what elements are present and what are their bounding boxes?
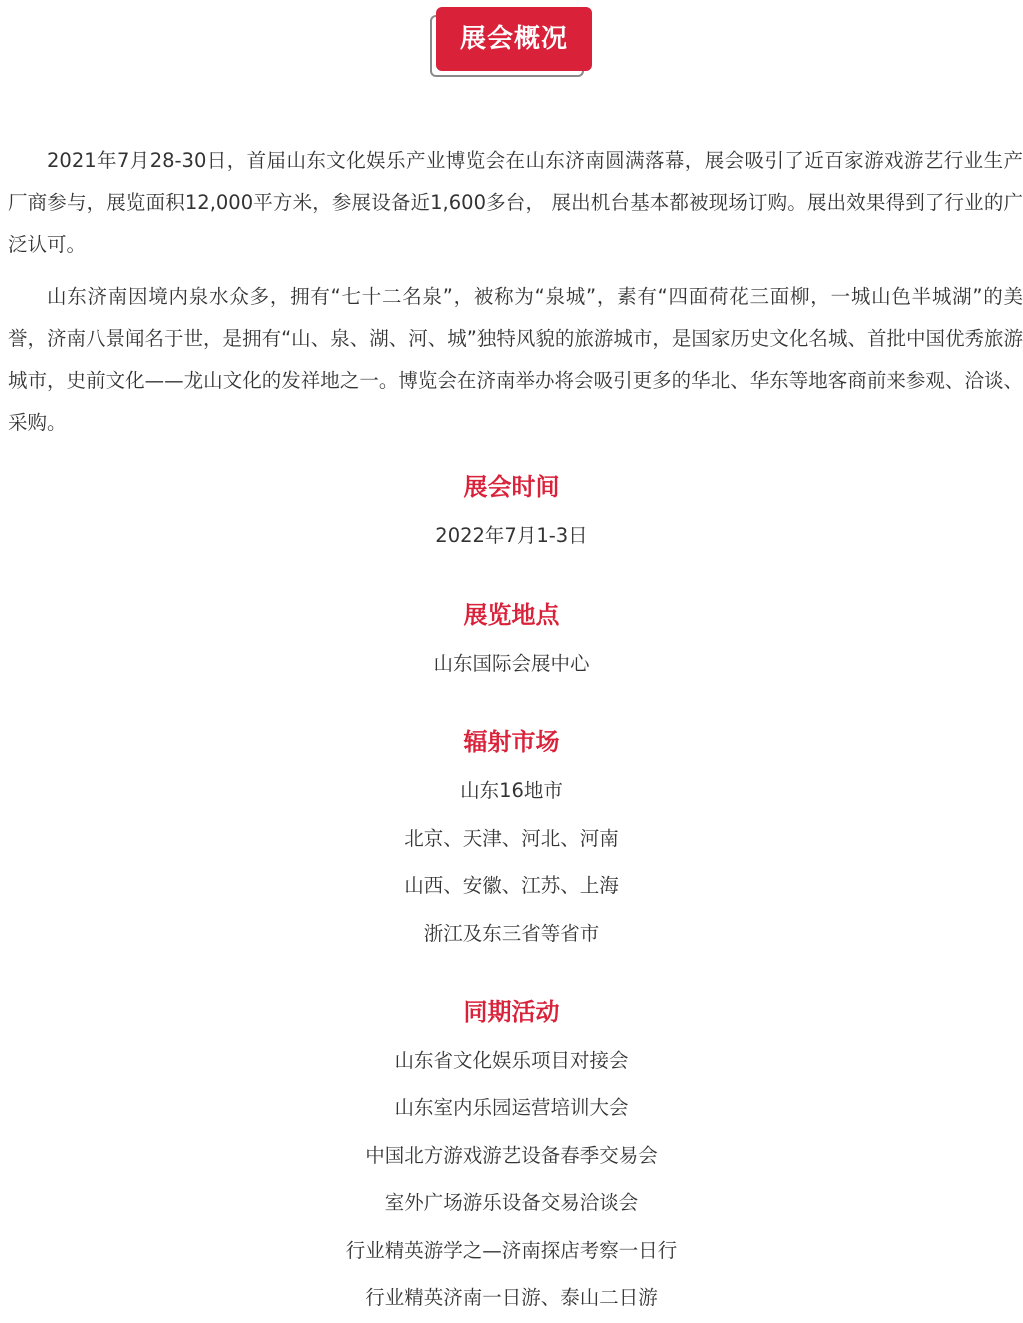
event-line: 山东省文化娱乐项目对接会 bbox=[394, 1049, 629, 1072]
market-line: 北京、天津、河北、河南 bbox=[404, 827, 619, 850]
page-title: 展会概况 bbox=[436, 7, 592, 71]
market-line: 浙江及东三省等省市 bbox=[423, 922, 600, 945]
heading-exhibition-venue: 展览地点 bbox=[463, 601, 560, 629]
intro-paragraph-2: 山东济南因境内泉水众多，拥有“七十二名泉”，被称为“泉城”，素有“四面荷花三面柳，一城山色半城湖”的美誉，济南八景闻名于世，是拥有“山、泉、湖、河、城”独特风貌的旅游城市，是国家历史文化名城、首批中国优秀旅游城市，史前文化——龙山文化的发祥地之一。博览会在济南举办将会吸引更多的华北、华东等地客商前来参观、洽谈、采购。 bbox=[8, 285, 1023, 434]
exhibition-venue-value: 山东国际会展中心 bbox=[433, 652, 590, 675]
intro-paragraph-1: 2021年7月28-30日，首届山东文化娱乐产业博览会在山东济南圆满落幕，展会吸引了近百家游戏游艺行业生产厂商参与，展览面积12,000平方米，参展设备近1,600多台， 展出机台基本都被现场订购。展出效果得到了行业的广泛认可。 bbox=[8, 149, 1023, 256]
event-line: 中国北方游戏游艺设备春季交易会 bbox=[365, 1144, 658, 1167]
event-line: 山东室内乐园运营培训大会 bbox=[394, 1096, 629, 1119]
section-title-badge bbox=[430, 7, 592, 78]
intro-text bbox=[8, 140, 1023, 454]
market-line: 山东16地市 bbox=[460, 779, 563, 802]
exhibition-time-value: 2022年7月1-3日 bbox=[435, 524, 588, 547]
heading-radiation-market: 辐射市场 bbox=[463, 728, 560, 756]
heading-exhibition-time: 展会时间 bbox=[463, 473, 560, 501]
event-line: 行业精英游学之—济南探店考察一日行 bbox=[345, 1239, 678, 1262]
heading-concurrent-events: 同期活动 bbox=[463, 998, 560, 1026]
event-line: 行业精英济南一日游、泰山二日游 bbox=[365, 1286, 658, 1309]
event-line: 室外广场游乐设备交易洽谈会 bbox=[384, 1191, 639, 1214]
market-line: 山西、安徽、江苏、上海 bbox=[404, 874, 619, 897]
